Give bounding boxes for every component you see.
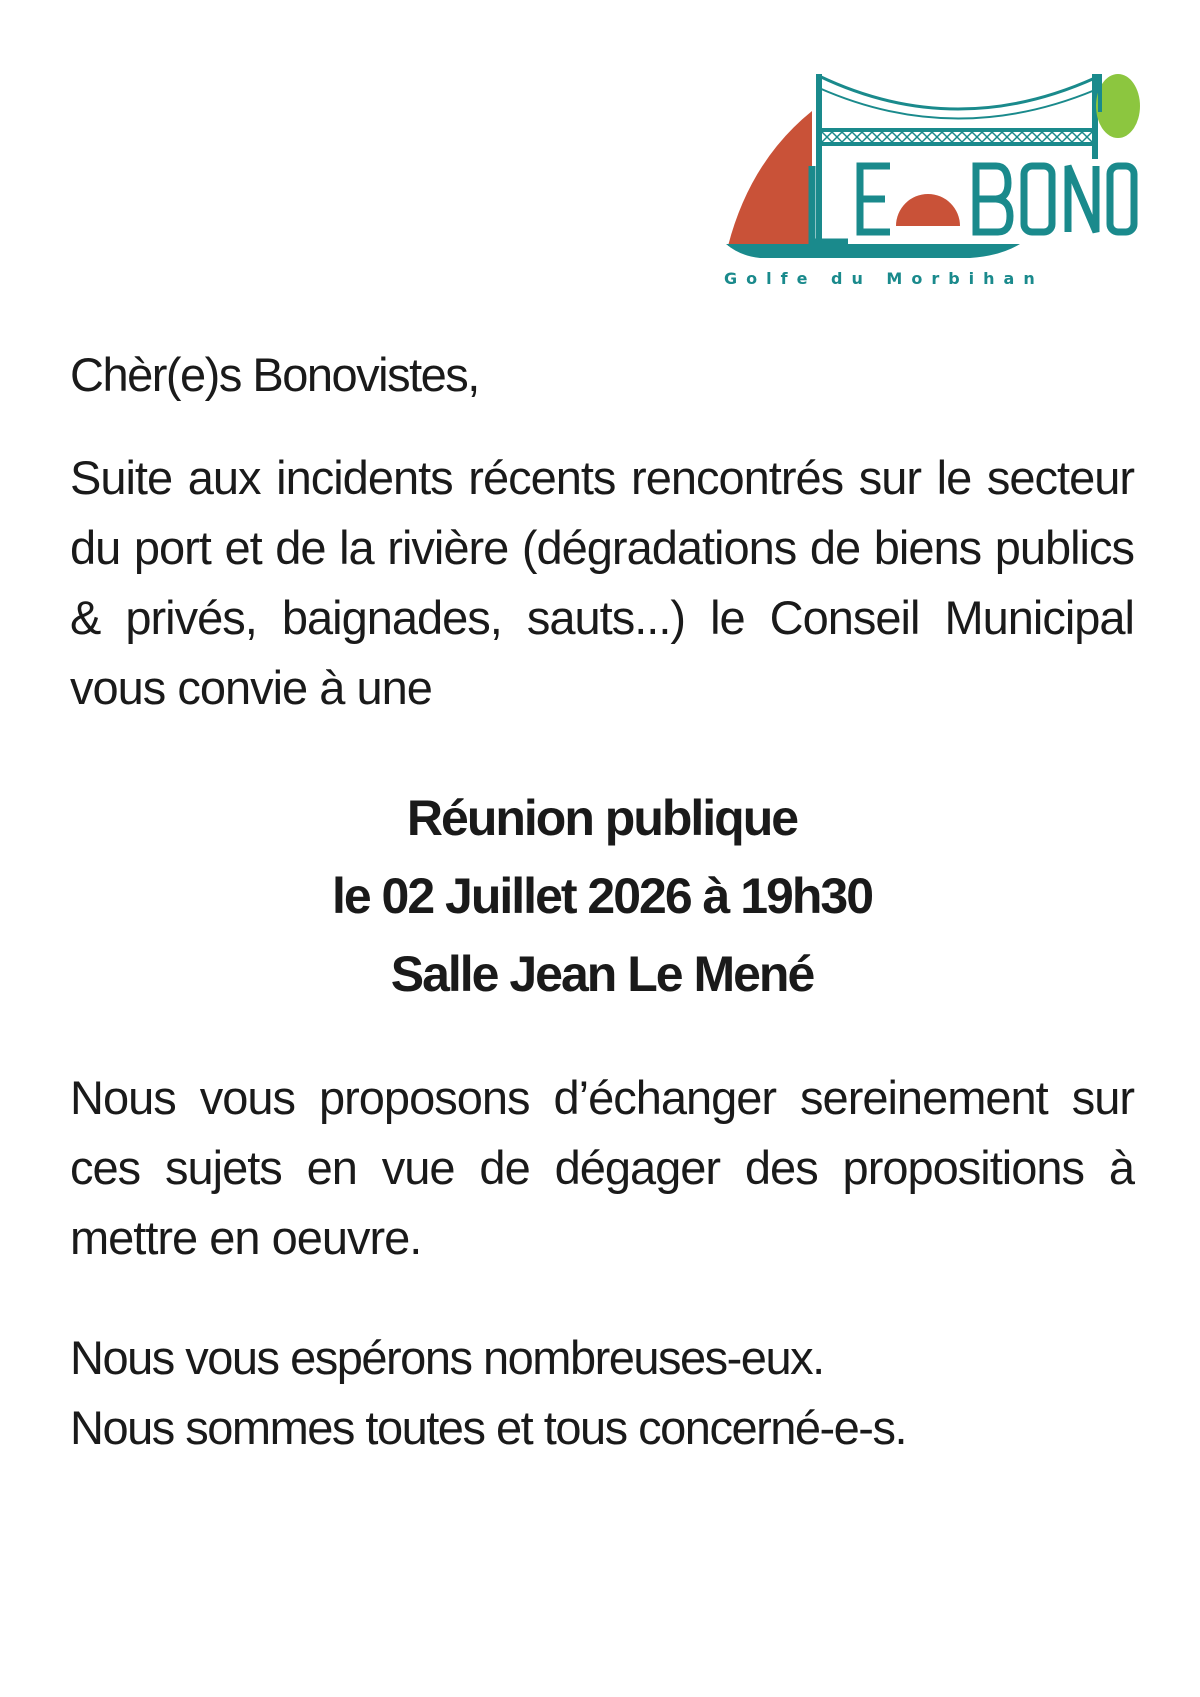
sun-icon	[896, 194, 960, 226]
event-block	[70, 779, 1134, 1013]
letter-body	[70, 345, 1134, 1463]
purpose-paragraph: Nous vous proposons d’échanger sereinement sur ces sujets en vue de dégager des propositions à mettre en oeuvre.	[70, 1071, 1134, 1264]
greeting: Chèr(e)s Bonovistes,	[70, 348, 479, 401]
closing-line-2: Nous sommes toutes et tous concerné-e-s.	[70, 1401, 907, 1454]
logo-tagline: Golfe du Morbihan	[724, 269, 1044, 288]
event-title: Réunion publique	[406, 790, 798, 846]
closing-line-1: Nous vous espérons nombreuses-eux.	[70, 1331, 824, 1384]
closing-block	[70, 1323, 1134, 1463]
sail-icon	[728, 111, 812, 246]
event-place: Salle Jean Le Mené	[390, 946, 814, 1002]
le-bono-logo	[720, 66, 1140, 316]
event-date: le 02 Juillet 2026 à 19h30	[331, 868, 873, 924]
intro-paragraph: Suite aux incidents récents rencontrés sur le secteur du port et de la rivière (dégradations de biens publics & privés, baignades, sauts...) le Conseil Municipal vous convie à une	[70, 451, 1134, 714]
tree-icon	[1096, 74, 1140, 138]
